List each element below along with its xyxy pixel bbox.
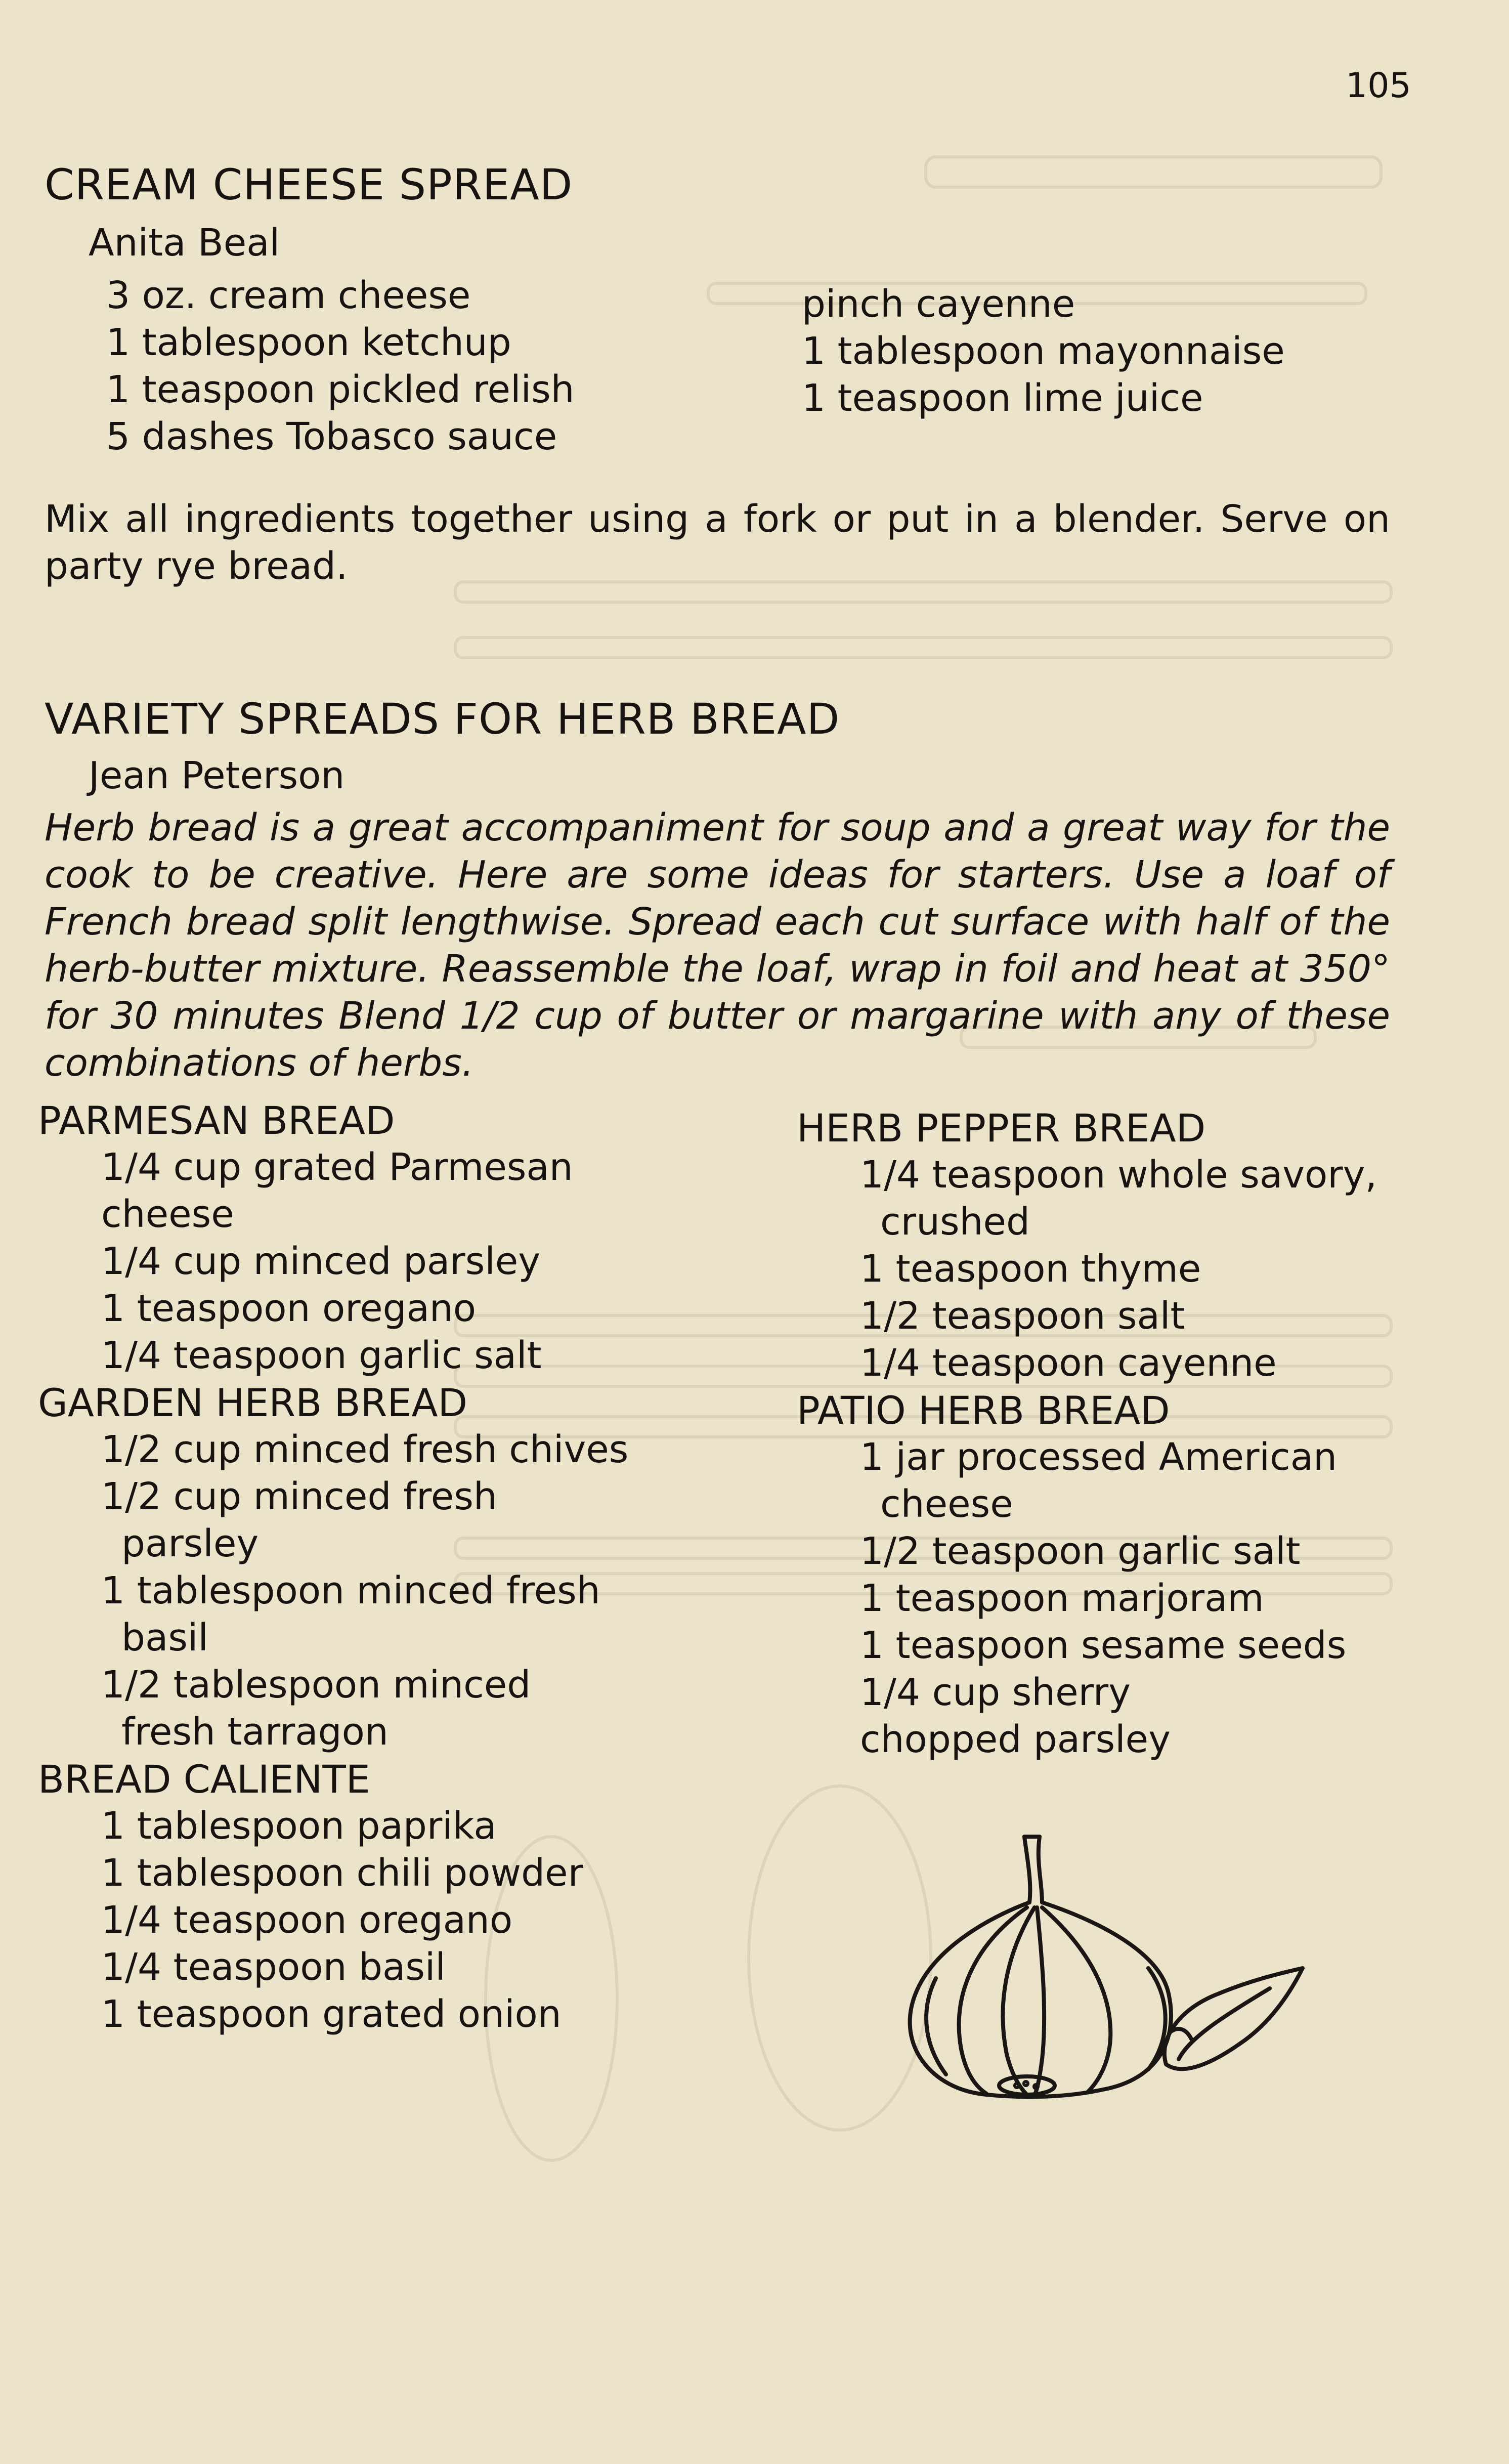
ingredients-left-column	[106, 272, 575, 460]
ingredient: 1/2 teaspoon garlic salt	[860, 1530, 1301, 1573]
ingredient: 1/4 teaspoon cayenne	[860, 1341, 1277, 1385]
ingredient: 1 tablespoon chili powder	[101, 1851, 584, 1895]
recipe-intro: Herb bread is a great accompaniment for soup and a great way for the cook to be creative. Here are some ideas for starters. Use a loaf of French bread split lengthwise. Spread each cut surface with half of the herb-butter mixture. Reassemble the loaf, wrap in foil and heat at 350° for 30 minutes Blend 1/2 cup of butter or margarine with any of these combinations of herbs.	[45, 806, 1390, 1085]
recipe-author: Jean Peterson	[89, 754, 345, 797]
variation-title: BREAD CALIENTE	[38, 1757, 370, 1802]
recipe-title: CREAM CHEESE SPREAD	[45, 160, 573, 209]
ingredient: 1/4 teaspoon garlic salt	[101, 1334, 542, 1377]
ingredient: 1 tablespoon minced fresh	[101, 1569, 600, 1612]
ingredient: 1 teaspoon grated onion	[101, 1992, 562, 2036]
recipe-author: Anita Beal	[89, 221, 280, 265]
ingredient: 1/2 tablespoon minced	[101, 1663, 531, 1707]
ingredient: 1 tablespoon paprika	[101, 1804, 497, 1848]
ingredient: 1/4 cup minced parsley	[101, 1240, 541, 1283]
ingredient: pinch cayenne	[802, 282, 1075, 326]
ingredient: fresh tarragon	[121, 1710, 389, 1754]
ingredient: 1 tablespoon mayonnaise	[802, 329, 1285, 373]
ingredient: 1/4 cup grated Parmesan	[101, 1145, 573, 1189]
ingredient: 1/4 teaspoon oregano	[101, 1898, 513, 1942]
variation-title: GARDEN HERB BREAD	[38, 1380, 467, 1425]
recipe-title: VARIETY SPREADS FOR HERB BREAD	[45, 694, 840, 744]
ingredients-right-column	[802, 281, 1285, 422]
ingredient: 1/2 cup minced fresh chives	[101, 1428, 629, 1471]
variation-title: HERB PEPPER BREAD	[797, 1106, 1206, 1151]
ingredient: crushed	[880, 1200, 1030, 1244]
ingredient: 1/4 teaspoon basil	[101, 1945, 446, 1989]
ingredient: 1 teaspoon oregano	[101, 1287, 477, 1330]
ingredient: cheese	[880, 1482, 1013, 1526]
ingredient: 1 tablespoon ketchup	[106, 321, 511, 364]
ingredient: 1/4 cup sherry	[860, 1671, 1131, 1714]
ingredient: 3 oz. cream cheese	[106, 274, 471, 317]
variation-title: PATIO HERB BREAD	[797, 1388, 1170, 1433]
ingredient: 1 teaspoon marjoram	[860, 1577, 1264, 1620]
ingredient: 1 teaspoon sesame seeds	[860, 1624, 1347, 1667]
ingredient: 1 teaspoon lime juice	[802, 376, 1203, 420]
variation-title: PARMESAN BREAD	[38, 1098, 395, 1143]
ingredient: basil	[121, 1616, 208, 1660]
ingredient: 1/2 teaspoon salt	[860, 1294, 1185, 1338]
ingredient: parsley	[121, 1522, 259, 1565]
recipe-directions: Mix all ingredients together using a fork or put in a blender. Serve on party rye bread.	[45, 497, 1390, 588]
variations-left-column	[38, 1097, 628, 2038]
garlic-stem	[1024, 1837, 1042, 1902]
variations-right-column	[797, 1104, 1377, 1763]
garlic-single-clove	[1165, 1968, 1303, 2069]
ingredient: cheese	[101, 1193, 234, 1236]
ingredient: 1 teaspoon thyme	[860, 1247, 1201, 1291]
ingredient: 1/4 teaspoon whole savory,	[860, 1153, 1377, 1197]
page-number: 105	[1346, 66, 1411, 106]
ingredient: 1 teaspoon pickled relish	[106, 368, 575, 411]
ingredient: 5 dashes Tobasco sauce	[106, 415, 557, 458]
garlic-illustration	[875, 1826, 1330, 2110]
ingredient: chopped parsley	[860, 1718, 1171, 1761]
ingredient: 1 jar processed American	[860, 1435, 1337, 1479]
ingredient: 1/2 cup minced fresh	[101, 1475, 497, 1518]
